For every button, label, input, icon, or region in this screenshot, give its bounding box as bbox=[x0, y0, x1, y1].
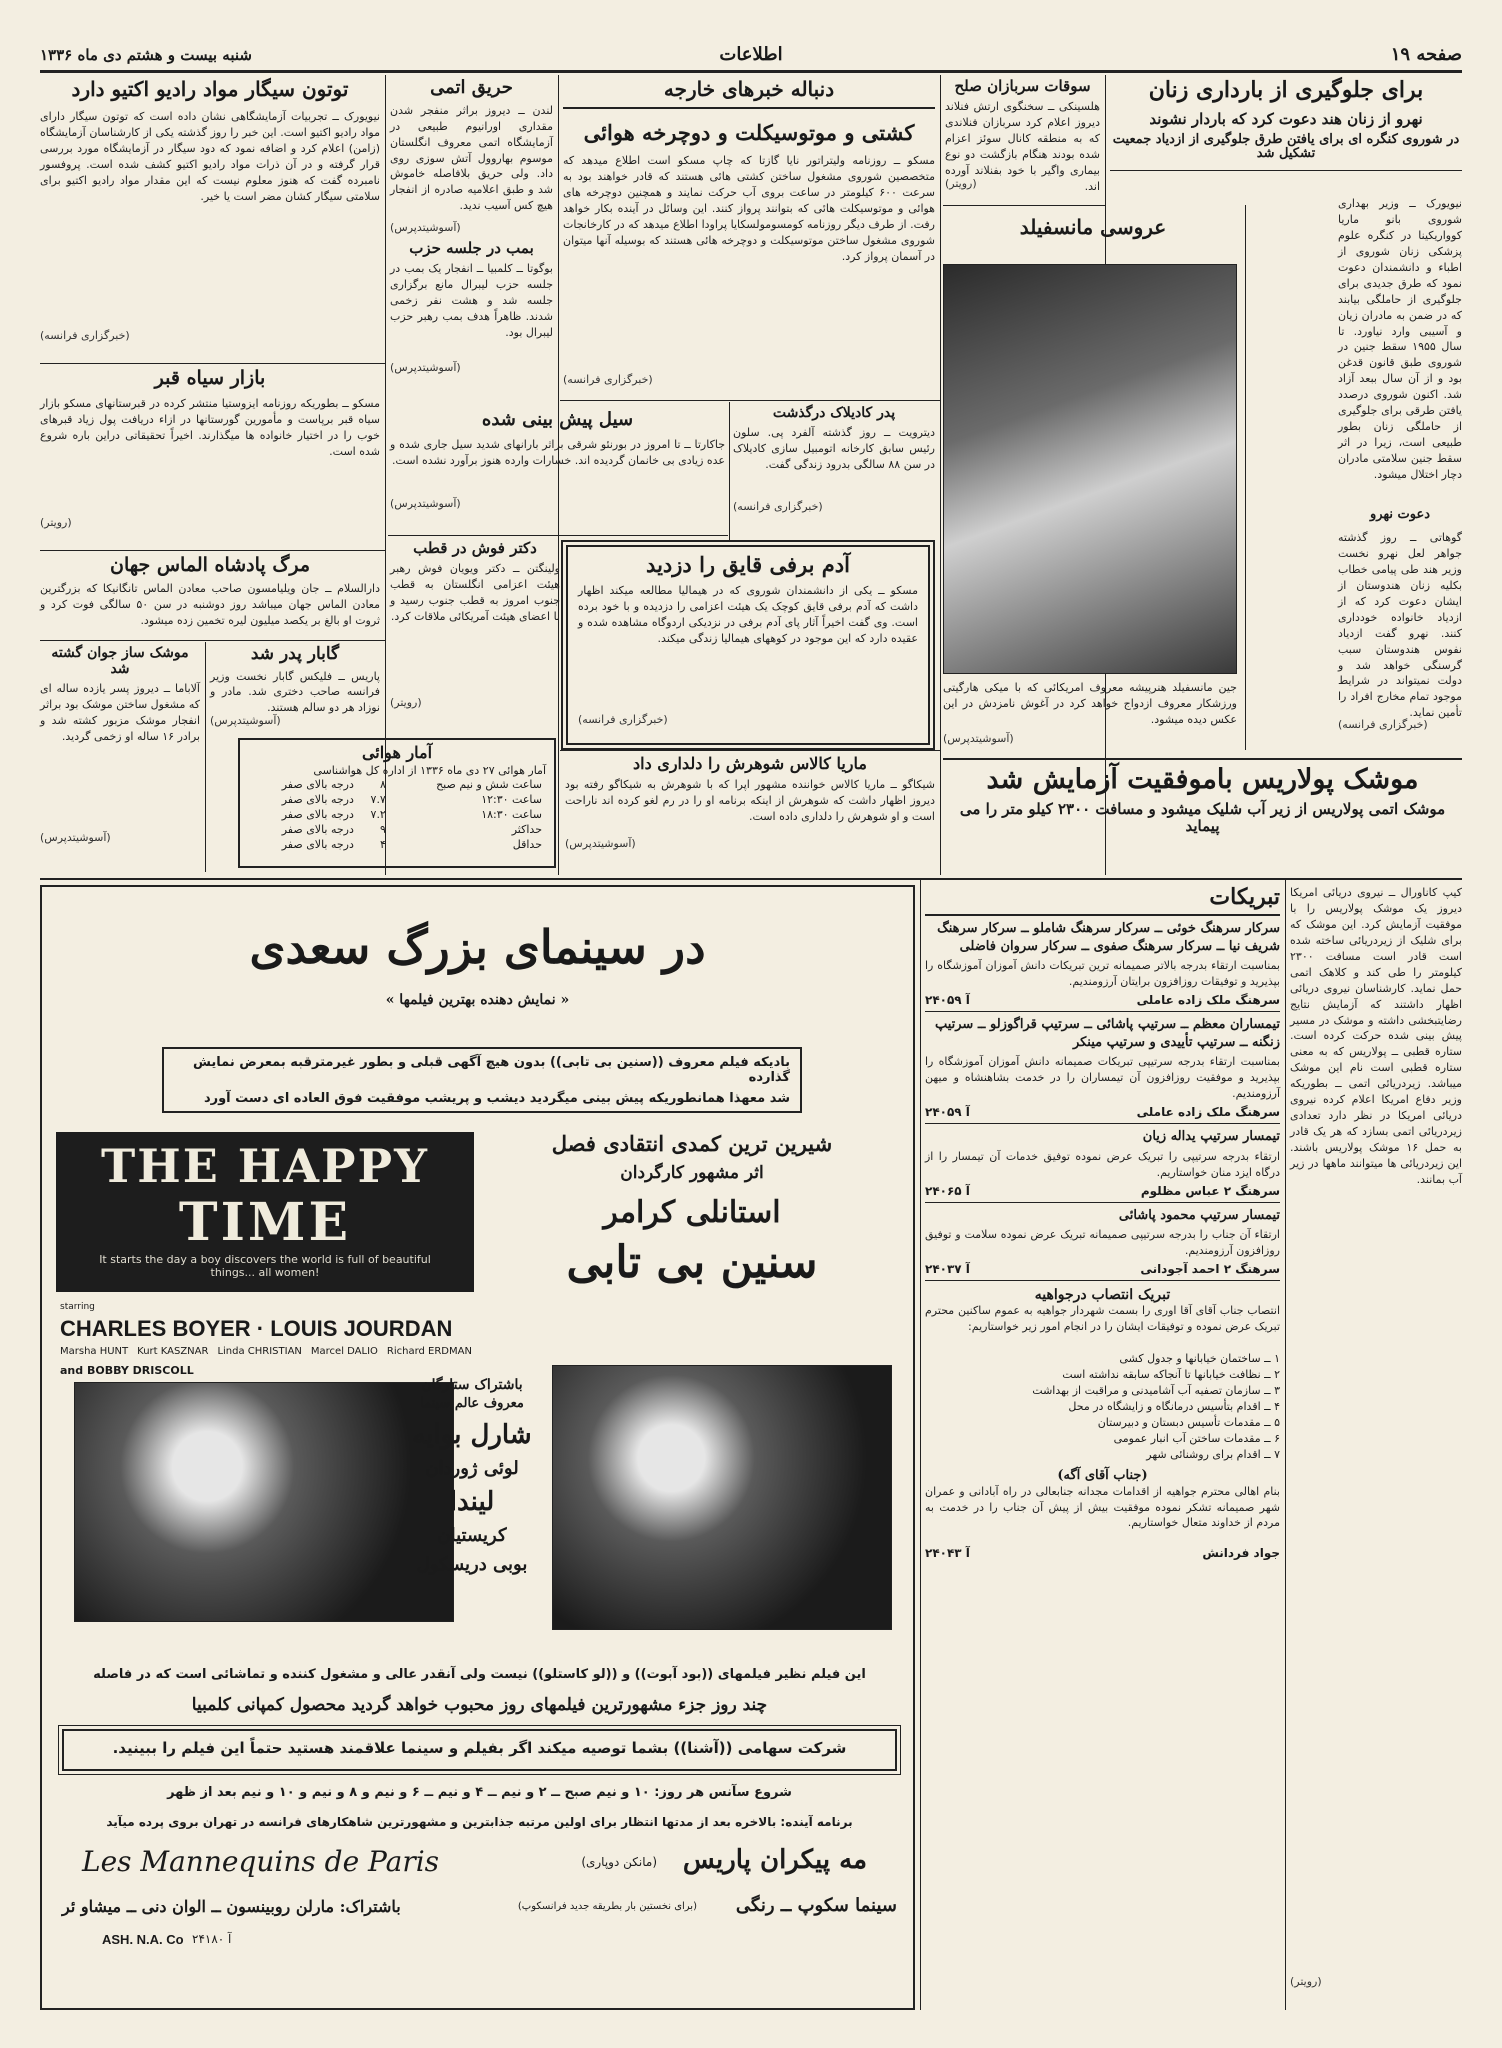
congrats-signature: سرهنگ ملک زاده عاملی bbox=[1136, 993, 1280, 1008]
news-source: (آسوشیتدپرس) bbox=[943, 732, 1014, 745]
column-rule bbox=[920, 880, 921, 2010]
article-flying-vehicles bbox=[563, 78, 935, 408]
congrats-body: ارتقاء آن جناب را بدرجه سرتیپی صمیمانه تبریک عرض نموده سلامت و توفیق روزافزون آرزومندیم. bbox=[925, 1228, 1280, 1258]
upcoming-title-en: Les Mannequins de Paris bbox=[82, 1845, 440, 1878]
article-body: دارالسلام ــ جان ویلیامسون صاحب معادن الماس تانگانیکا که بزرگترین معادن الماس جهان میباشد روز دوشنبه در سن ۵۰ سالگی فوت کرد و ثروت او بالغ بر یکصد میلیون لیره تخمین زده میشود. bbox=[40, 581, 380, 627]
article-peace-soldiers bbox=[945, 78, 1100, 203]
headline: سوقات سربازان صلح bbox=[954, 77, 1091, 95]
notice-body: انتصاب جناب آقای آقا اوری را بسمت شهردار جواهیه به عموم ساکنین محترم تبریک عرض نموده و توفیقات ایشان را در انجام امور زیر خواستاریم: bbox=[925, 1304, 1280, 1334]
column-rule bbox=[205, 642, 206, 872]
weather-cell: درجه بالای صفر bbox=[281, 793, 354, 807]
showtimes: شروع سآنس هر روز: ۱۰ و نیم صبح ــ ۲ و نیم ــ ۴ و نیم ــ ۶ و نیم و ۸ و نیم و ۱۰ و نیم بعد از ظهر bbox=[167, 1785, 792, 1800]
tech-row bbox=[62, 1895, 897, 1925]
section-header: تبریکات bbox=[925, 885, 1280, 916]
poster-starring: starring bbox=[60, 1302, 95, 1312]
column-rule bbox=[729, 402, 730, 542]
poster-bobby: and BOBBY DRISCOLL bbox=[60, 1364, 194, 1377]
weather-cell: درجه بالای صفر bbox=[281, 838, 354, 852]
notice-item: ۴ ــ اقدام بتأسیس درمانگاه و زایشگاه در محل bbox=[1068, 1399, 1280, 1413]
company-text: شرکت سهامی ((آشنا)) بشما توصیه میکند اگر بفیلم و سینما علاقمند هستید حتماً این فیلم را ببینید. bbox=[112, 1739, 847, 1757]
news-source: (آسوشیتدپرس) bbox=[210, 713, 281, 727]
subheadline: موشک اتمی پولاریس از زیر آب شلیک میشود و مسافت ۲۳۰۰ کیلو متر را می پیماید bbox=[959, 800, 1446, 836]
notice-item: ۳ ــ سازمان تصفیه آب آشامیدنی و مراقبت از بهداشت bbox=[1032, 1383, 1280, 1397]
weather-row bbox=[248, 792, 546, 807]
article-body: پاریس ــ فلیکس گابار نخست وزیر فرانسه صاحب دختری شد. مادر و نوزاد هر دو سالم هستند. bbox=[210, 669, 380, 715]
notice-item: ۷ ــ اقدام برای روشنائی شهر bbox=[1146, 1447, 1280, 1461]
congrats-item bbox=[925, 916, 1280, 1012]
tech-sub: (برای نخستین بار بطریقه جدید فرانسکوپ) bbox=[517, 1901, 697, 1912]
headline: مرگ پادشاه الماس جهان bbox=[110, 554, 310, 576]
polaris-headline bbox=[945, 764, 1460, 859]
article-cadillac bbox=[733, 405, 935, 545]
news-source: (خبرگزاری فرانسه) bbox=[578, 713, 668, 727]
weather-row bbox=[248, 807, 546, 822]
column-rule bbox=[940, 75, 941, 875]
headline: توتون سیگار مواد رادیو اکتیو دارد bbox=[71, 77, 349, 101]
poster-title-box bbox=[56, 1132, 474, 1292]
section-header: دنباله خبرهای خارجه bbox=[563, 78, 935, 109]
section-rule bbox=[943, 758, 1462, 760]
company-box bbox=[62, 1729, 897, 1771]
article-body: بوگوتا ــ کلمبیا ــ انفجار یک بمب در جلسه حزب لیبرال مانع برگزاری جلسه شد و هشت نفر زخمی شدند. ظاهراً هدف بمب رهبر حزب لیبرال بود. bbox=[390, 261, 553, 339]
column-rule bbox=[1285, 880, 1286, 2010]
article-mansfield-wedding bbox=[943, 210, 1243, 750]
headline: برای جلوگیری از بارداری زنان bbox=[1148, 77, 1424, 103]
weather-box bbox=[238, 738, 556, 868]
headline: آمار هوائی bbox=[361, 743, 433, 762]
wedding-photo bbox=[943, 264, 1237, 674]
congrats-list bbox=[925, 916, 1280, 1281]
congrats-head: تیمسار سرتیپ محمود پاشائی bbox=[1118, 1207, 1280, 1223]
cast-member: کریستیان bbox=[437, 1525, 507, 1547]
notice-line: بادیکه فیلم معروف ((سنین بی تابی)) بدون هیچ آگهی قبلی و بطور غیرمترقبه بمعرض نمایش گذارده bbox=[193, 1055, 790, 1085]
article-body: دیترویت ــ روز گذشته آلفرد پی. سلون رئیس سابق کارخانه اتومبیل سازی کادیلاک در سن ۸۸ سالگی بدرود زندگی گفت. bbox=[733, 426, 935, 471]
section-rule bbox=[40, 363, 385, 364]
poster-costars bbox=[60, 1346, 472, 1357]
news-source: (آسوشیتدپرس) bbox=[40, 831, 111, 845]
notice-item: ۵ ــ مقدمات تأسیس دبستان و دبیرستان bbox=[1097, 1415, 1280, 1429]
headline: سیل پیش بینی شده bbox=[481, 409, 634, 430]
notice-list bbox=[925, 1351, 1280, 1463]
congrats-body: بمناسبت ارتقاء بدرجه سرتیپی تبریکات صمیمانه دانش آموزان آموزشگاه را بپذیرید و موفقیت روزافزون آن تیمساران را در خدمت بشاهنشاه و میهن آرزومندیم. bbox=[925, 1055, 1280, 1101]
weather-row bbox=[248, 837, 546, 852]
newspaper-name: اطلاعات bbox=[719, 44, 783, 65]
headline: کشتی و موتوسیکلت و دوچرخه هوائی bbox=[583, 120, 915, 145]
agency: ASH. N.A. Co bbox=[102, 1932, 184, 1947]
news-source: (خبرگزاری فرانسه) bbox=[40, 329, 130, 342]
promo-block bbox=[482, 1132, 902, 1332]
cast-member: لیندا bbox=[449, 1487, 495, 1518]
article-body: مسکو ــ یکی از دانشمندان شوروی که در هیمالیا مطالعه میکند اظهار داشت که آدم برفی قایق کوچک یک هیئت اعزامی را دزدیده و با خود برده است. وی گفت اخیراً آثار پای آدم برفی در نزدیکی اردوگاه مشاهده شده و عقیده دارد که این موجود در کوههای هیمالیا زندگی میکند. bbox=[578, 584, 918, 645]
cast-member: شارل بوایه bbox=[412, 1420, 532, 1451]
congrats-code: آ ۲۴۰۵۹ bbox=[925, 993, 970, 1008]
upcoming-title-fa-sub: (مانکن دوپاری) bbox=[581, 1855, 657, 1869]
cast-line: باشتراک: مارلن روبینسون ــ الوان دنی ــ میشاو ئر bbox=[62, 1897, 401, 1916]
weather-cell: حداقل bbox=[512, 838, 542, 852]
article-body: لندن ــ دیروز براثر منفجر شدن مقداری اورانیوم طبیعی در آزمایشگاه اتمی معروف انگلستان موسوم بهاروول آتش سوزی روی داد. ولی حریق بلافاصله خاموش شد و طبق اعلامیه صادره از انفجار هیچ کس آسیب ندید. bbox=[390, 103, 553, 213]
article-body: گوهاتی ــ روز گذشته جواهر لعل نهرو نخست وزیر هند طی پیامی خطاب بکلیه زنان هندوستان از ایشان دعوت کرد که از ازدیاد خانواده خودداری کنند. نهرو گفت ازدیاد نفوس هندوستان سبب گرسنگی خواهد شد و دولت نمیتواند در شرایط موجود تمام مخارج افراد را تأمین نماید. bbox=[1338, 531, 1462, 720]
article-body: آلاباما ــ دیروز پسر یازده ساله ای که مشغول ساختن موشک بود براثر انفجار موشک مزبور کشته شد و برادر ۱۶ ساله او زخمی گردید. bbox=[40, 682, 200, 743]
article-callas bbox=[565, 755, 935, 870]
reply-title: (جناب آقای آگه) bbox=[1057, 1467, 1148, 1483]
section-subhead: دعوت نهرو bbox=[1369, 507, 1431, 522]
ad-code: آ ۲۴۱۸۰ bbox=[192, 1932, 232, 1946]
headline: گابار پدر شد bbox=[250, 644, 340, 664]
cinema-tagline: « نمایش دهنده بهترین فیلمها » bbox=[385, 991, 570, 1008]
article-body: مسکو ــ روزنامه ولیتراتور نایا گازتا که چاپ مسکو است اطلاع میدهد که متخصصین شوروی مشغول ساختن کشتی هائی هستند که قادر خواهند بود به سرعت ۶۰۰ کیلومتر در ساعت بروی آب حرکت نمایند و همچنین دوچرخه های هوائی و موتوسیکلت هائی که بتوانند پرواز کنند. این وسائل در آینده بکار خواهد رفت. از طرف دیگر روزنامه کومسومولسکایا پراودا اطلاع میدهد که در کارخانجات شوروی مشغول ساختن موتوسیکلت و دوچرخه هائی هستند که بوسیله آنها میتوان در آسمان پرواز کرد. bbox=[563, 154, 935, 263]
masthead bbox=[40, 40, 1462, 70]
article-grave-market bbox=[40, 368, 380, 548]
news-source: (رویتر) bbox=[945, 177, 977, 191]
headline: حریق اتمی bbox=[430, 77, 513, 98]
poster-costar: Marcel DALIO bbox=[310, 1346, 378, 1357]
article-polaris bbox=[1290, 885, 1462, 2015]
section-rule bbox=[560, 750, 940, 751]
headline: عروسی مانسفیلد bbox=[1019, 215, 1167, 239]
article-body: نیویورک ــ تجربیات آزمایشگاهی نشان داده است که توتون سیگار دارای مواد رادیو اکتیو است. این خبر را روز گذشته یکی از کارشناسان آزمایشگاه (زامن) اعلام کرد و اضافه نمود که دود سیگار در آزمایشگاه مورد بررسی قرار گرفته و در آن ذرات مواد رادیو اکتیو کشف شده است. پروفسور نامبرده گفت که هنوز معلوم نیست که این مقدار مواد رادیو اکتیو برای سلامتی سیگار کشان مضر است یا خیر. bbox=[40, 110, 380, 203]
congrats-body: بمناسبت ارتقاء بدرجه بالاتر صمیمانه ترین تبریکات دانش آموزان آموزشگاه را بپذیرید و توفیقات روزافزون برایتان آرزومندیم. bbox=[925, 959, 1280, 989]
weather-cell: ۹ bbox=[379, 823, 386, 837]
weather-cell: ۴ bbox=[379, 838, 386, 852]
film-title-fa: سنین بی تابی bbox=[566, 1237, 818, 1289]
congrats-code: آ ۲۴۰۶۵ bbox=[925, 1183, 970, 1198]
masthead-rule bbox=[40, 70, 1462, 73]
weather-cell: ۸ bbox=[379, 778, 386, 792]
weather-cell: درجه بالای صفر bbox=[281, 778, 354, 792]
congrats-item bbox=[925, 1203, 1280, 1281]
congrats-signature: سرهنگ ۲ عباس مظلوم bbox=[1140, 1183, 1280, 1198]
headline: بازار سیاه قبر bbox=[154, 367, 266, 389]
article-tobacco bbox=[40, 78, 380, 363]
poster-costar: Marsha HUNT bbox=[60, 1346, 129, 1357]
page-number: صفحه ۱۹ bbox=[1390, 44, 1462, 65]
article-polar bbox=[390, 540, 560, 730]
headline: ماریا کالاس شوهرش را دلداری داد bbox=[633, 754, 867, 773]
congratulations-column bbox=[925, 885, 1280, 2015]
news-source: (آسوشیتدپرس) bbox=[390, 496, 461, 510]
article-atomic-fire bbox=[390, 78, 553, 408]
weather-row bbox=[248, 822, 546, 837]
congrats-code: آ ۲۴۰۵۹ bbox=[925, 1105, 970, 1120]
cast-list bbox=[402, 1420, 542, 1575]
notice-item: ۱ ــ ساختمان خیابانها و جدول کشی bbox=[1119, 1352, 1280, 1366]
congrats-head: سرکار سرهنگ خوئی ــ سرکار سرهنگ شاملو ــ سرکار سرهنگ شریف نیا ــ سرکار سرهنگ صفوی ــ سرکار سروان فاضلی bbox=[937, 921, 1280, 954]
congrats-item bbox=[925, 1012, 1280, 1124]
weather-cell: ۷.۲ bbox=[370, 808, 386, 822]
article-flood bbox=[390, 410, 725, 540]
upcoming: برنامه آینده: بالاخره بعد از مدتها انتظار برای اولین مرتبه جذابترین و مشهورترین شاهکارهای فرانسه در تهران بروی پرده میآید bbox=[106, 1815, 853, 1829]
reply-code: آ ۲۴۰۴۳ bbox=[925, 1545, 970, 1560]
headline: آدم برفی قایق را دزدید bbox=[646, 552, 850, 577]
cinema-notice bbox=[162, 1047, 802, 1113]
poster-photo-men bbox=[552, 1365, 892, 1630]
weather-row bbox=[248, 777, 546, 792]
poster-title-line1: THE HAPPY bbox=[101, 1139, 429, 1193]
cast-member: لوئی ژوردان bbox=[425, 1458, 519, 1480]
congrats-signature: سرهنگ ملک زاده عاملی bbox=[1136, 1105, 1280, 1120]
news-source: (خبرگزاری فرانسه) bbox=[563, 373, 653, 387]
headline: موشک ساز جوان گشته شد bbox=[51, 645, 189, 678]
weather-table bbox=[248, 777, 546, 852]
director-name: استانلی کرامر bbox=[603, 1194, 781, 1230]
poster-costar: Linda CHRISTIAN bbox=[217, 1346, 302, 1357]
notice-item: ۶ ــ مقدمات ساختن آب انبار عمومی bbox=[1113, 1431, 1280, 1445]
section-rule bbox=[40, 640, 385, 641]
congrats-head: تیمساران معظم ــ سرتیپ پاشائی ــ سرتیپ قراگوزلو ــ سرتیپ زنگنه ــ سرتیپ تأییدی و سرتیپ مینکر bbox=[934, 1017, 1280, 1050]
article-body: نیویورک ــ وزیر بهداری شوروی بانو ماریا کوواریکینا در کنگره علوم پزشکی زنان شوروی از اطباء و دانشمندان دعوت نمود که طرق جدیدی برای جلوگیری از حاملگی بیابند که در ضمن به مادران زیان و آسیبی وارد نیاورد. تا سال ۱۹۵۵ سقط جنین در شوروی طبق قانون قدغن بود و از آن سال ببعد آزاد شد. اکنون شوروی درصدد یافتن طرقی برای جلوگیری از حاملگی زنان بطور طبیعی است، زیرا در اثر سقط جنین سلامتی مادران دچار اختلال میشود. bbox=[1338, 197, 1462, 481]
section-rule bbox=[943, 205, 1105, 206]
note-line: چند روز جزء مشهورترین فیلمهای روز محبوب خواهد گردید محصول کمپانی کلمبیا bbox=[191, 1695, 768, 1715]
reply-signature: جواد فردانش bbox=[1202, 1545, 1280, 1560]
article-body: مسکو ــ بطوریکه روزنامه ایزوستیا منتشر کرده در قبرستانهای مسکو بازار سیاه قبر برپاست و مأمورین گورستانها در ازاء دریافت پول زیاد قبرهای خوب را در اختیار خانواده ها میگذارند. اخیراً تحقیقاتی دراین باره شروع شده است. bbox=[40, 396, 380, 458]
tech-line: سینما سکوپ ــ رنگی bbox=[735, 1895, 897, 1916]
photo-caption: جین مانسفیلد هنرپیشه معروف امریکائی که با میکی هارگیتی ورزشکار معروف ازدواج خواهد کرد در آغوش نامزدش در این عکس دیده میشود. bbox=[943, 681, 1237, 726]
poster-photo-couple bbox=[74, 1382, 454, 1622]
cinema-ad bbox=[40, 885, 915, 2010]
news-source: (آسوشیتدپرس) bbox=[390, 220, 461, 234]
promo-line: اثر مشهور کارگردان bbox=[620, 1163, 764, 1184]
news-source: (آسوشیتدپرس) bbox=[390, 360, 461, 374]
weather-cell: ساعت ۱۲:۳۰ bbox=[481, 793, 542, 807]
notice-line: شد معهذا همانطوریکه پیش بینی میگردید دیشب و پریشب موفقیت فوق العاده ای دست آورد bbox=[203, 1091, 790, 1106]
article-body: هلسینکی ــ سخنگوی ارتش فنلاند دیروز اعلام کرد سربازان فنلاندی که به منطقه کانال سوئز اعزام شده بودند هنگام بازگشت دو نوع بیماری واگیر با خود بفنلاند آورده اند. bbox=[945, 100, 1100, 193]
subheadline: در شوروی کنگره ای برای یافتن طرق جلوگیری از ازدیاد جمعیت تشکیل شد bbox=[1112, 131, 1460, 162]
upcoming-title-row bbox=[62, 1845, 897, 1885]
weather-cell: درجه بالای صفر bbox=[281, 808, 354, 822]
congrats-head: تیمسار سرتیپ یداله زیان bbox=[1142, 1129, 1280, 1145]
notice-item: ۲ ــ نظافت خیابانها تا آنجاکه سابقه نداشته است bbox=[1062, 1368, 1280, 1382]
article-rocket-boy bbox=[40, 645, 200, 870]
article-body: شیکاگو ــ ماریا کالاس خواننده مشهور اپرا که با شوهرش به شیکاگو رفته بود دیروز اظهار داشت که شوهرش از اینکه برنامه او را در رم لغو کرده اند ناراحت است و او شوهرش را دلداری داده است. bbox=[565, 778, 935, 824]
subheadline: نهرو از زنان هند دعوت کرد که باردار نشوند bbox=[1149, 110, 1423, 129]
section-rule bbox=[40, 550, 385, 551]
upcoming-title-fa: مه پیکران پاریس bbox=[682, 1845, 867, 1875]
notice-title: تبریک انتصاب درجواهیه bbox=[1034, 1287, 1171, 1304]
news-source: (رویتر) bbox=[40, 515, 72, 529]
weather-intro: آمار هوائی ۲۷ دی ماه ۱۳۳۶ از اداره کل هواشناسی bbox=[313, 764, 546, 778]
headline: دکتر فوش در قطب bbox=[413, 539, 537, 557]
weather-cell: ۷.۷ bbox=[370, 793, 386, 807]
weather-cell: حداکثر bbox=[511, 823, 542, 837]
headline: پدر کادیلاک درگذشت bbox=[772, 405, 896, 421]
note-line: این فیلم نظیر فیلمهای ((بود آبوت)) و ((لو کاستلو)) نیست ولی آنقدر عالی و مشغول کننده و تماشائی است که در فاصله bbox=[93, 1667, 866, 1682]
article-body: جاکارتا ــ تا امروز در بورنئو شرقی براثر بارانهای شدید سیل جاری شده و عده زیادی بی خانمان گردیده اند. خسارات وارده هنوز برآورد نشده است. bbox=[390, 437, 725, 467]
cast-member: بوبی دریسکول bbox=[416, 1554, 528, 1576]
cast-intro: باشتراک ستارگان bbox=[421, 1377, 523, 1393]
column-rule bbox=[1245, 205, 1246, 750]
news-source: (آسوشیتدپرس) bbox=[565, 837, 636, 851]
cinema-title: در سینمای بزرگ سعدی bbox=[249, 920, 706, 974]
headline: موشک پولاریس باموفقیت آزمایش شد bbox=[986, 764, 1419, 795]
poster-costar: Richard ERDMAN bbox=[386, 1346, 472, 1357]
section-rule bbox=[388, 535, 728, 536]
congrats-code: آ ۲۴۰۳۷ bbox=[925, 1262, 970, 1277]
weather-cell: ساعت ۱۸:۳۰ bbox=[481, 808, 542, 822]
poster-tagline: It starts the day a boy discovers the world is full of beautiful things... all women! bbox=[99, 1252, 431, 1279]
cast-block bbox=[402, 1377, 542, 1657]
reply-body: بنام اهالی محترم جواهیه از اقدامات مجدانه جنابعالی در راه آبادانی و عمران شهر صمیمانه تشکر نموده موفقیت بیش از پیش آن جناب را در خدمت به مردم از خداوند متعال خواستاریم. bbox=[925, 1484, 1280, 1530]
article-gabar bbox=[210, 645, 380, 735]
article-body: ولینگتن ــ دکتر ویویان فوش رهبر هیئت اعزامی انگلستان به قطب جنوب امروز به قطب جنوب رسید و با اعضای هیئت آمریکائی ملاقات کرد. bbox=[390, 562, 560, 624]
article-yeti bbox=[566, 545, 930, 745]
cast-intro: معروف عالم سینما bbox=[420, 1396, 524, 1412]
weather-cell: درجه بالای صفر bbox=[281, 823, 354, 837]
headline: بمب در جلسه حزب bbox=[409, 238, 534, 257]
article-diamond-king bbox=[40, 555, 380, 638]
news-source: (خبرگزاری فرانسه) bbox=[733, 500, 823, 514]
section-rule bbox=[40, 878, 1462, 880]
poster-leads: CHARLES BOYER · LOUIS JOURDAN bbox=[60, 1316, 453, 1341]
promo-line: شیرین ترین کمدی انتقادی فصل bbox=[551, 1131, 833, 1156]
section-rule bbox=[560, 400, 940, 401]
weather-cell: ساعت شش و نیم صبح bbox=[436, 778, 542, 792]
poster-costar: Kurt KASZNAR bbox=[137, 1346, 209, 1357]
poster-title-line2: TIME bbox=[178, 1191, 352, 1253]
congrats-item bbox=[925, 1124, 1280, 1202]
news-source: (رویتر) bbox=[390, 696, 422, 710]
issue-date: شنبه بیست و هشتم دی ماه ۱۳۳۶ bbox=[40, 46, 252, 64]
congrats-body: ارتقاء بدرجه سرتیپی را تبریک عرض نموده توفیق خدمات آن تیمسار را از درگاه ایزد منان خواستاریم. bbox=[925, 1149, 1280, 1179]
article-body: کیپ کاناورال ــ نیروی دریائی امریکا دیروز یک موشک پولاریس را با موفقیت آزمایش کرد. این موشک که برای شلیک از زیردریائی ساخته شده است قادر است مسافت ۲۳۰۰ کیلومتر را طی کند و کلاهک اتمی حمل نماید. کارشناسان نیروی دریائی اظهار داشتند که آزمایش نتایج رضایتبخشی داشته و موشک در مسیر پیش بینی شده حرکت کرده است. ستاره قطبی ــ پولاریس که به معنی ستاره قطبی است نام این موشک میباشد. زیردریائی اتمی ــ بطوریکه وزیر دفاع امریکا اعلام کرده نیروی دریائی امریکا در نظر دارد تعدادی زیردریائی اتمی بسازد که هر یک قادر به حمل ۱۶ موشک پولاریس باشند. این زیردریائی ها میتوانند ماهها در زیر آب بمانند. bbox=[1290, 886, 1462, 1186]
news-source: (خبرگزاری فرانسه) bbox=[1338, 718, 1428, 731]
news-source: (رویتر) bbox=[1290, 1975, 1322, 1988]
congrats-signature: سرهنگ ۲ احمد آجودانی bbox=[1140, 1262, 1280, 1277]
